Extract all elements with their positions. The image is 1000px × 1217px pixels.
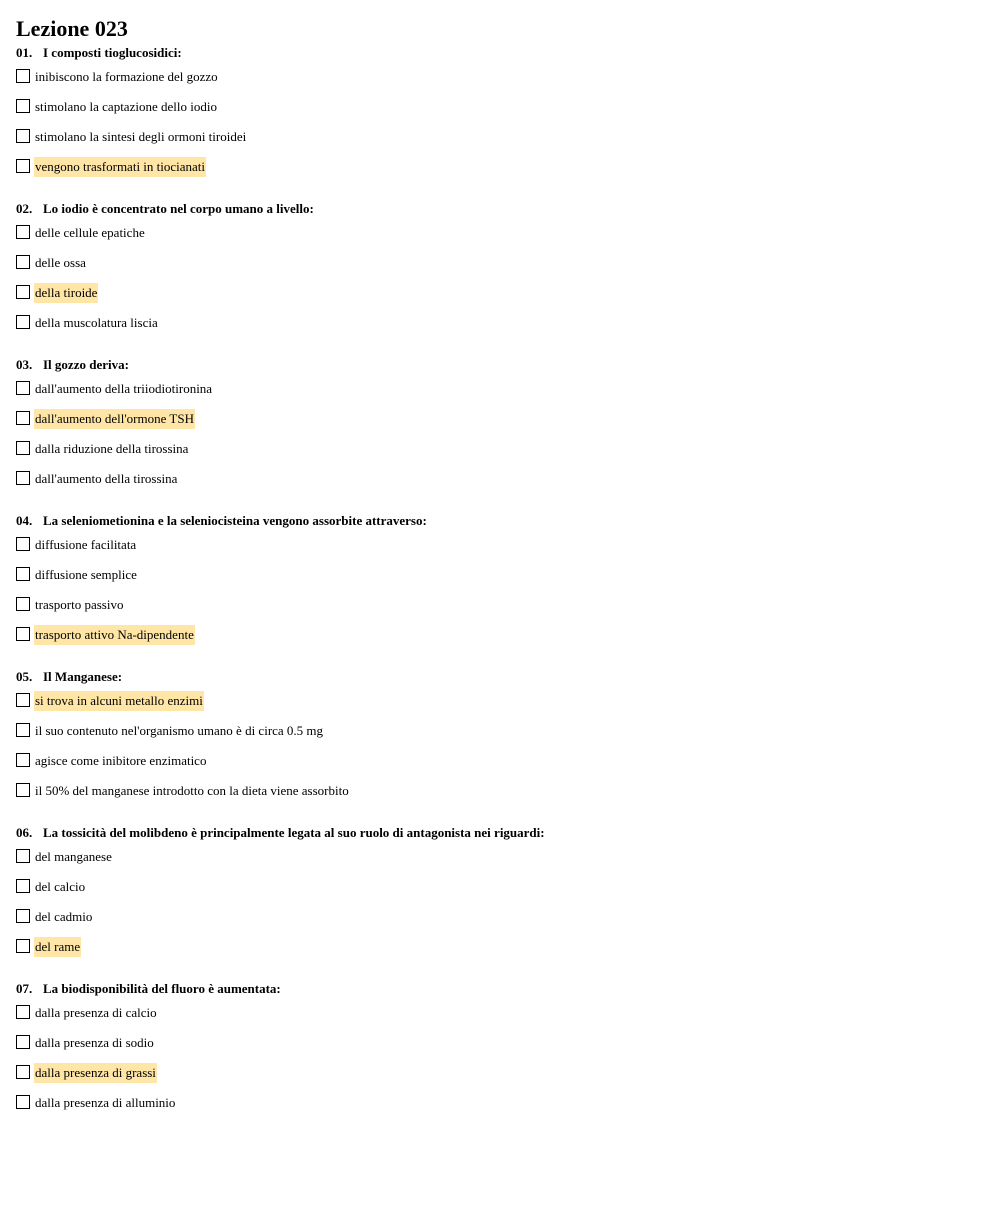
answer-option-text: stimolano la captazione dello iodio	[35, 99, 217, 114]
answer-option	[16, 223, 976, 253]
question-text: Lo iodio è concentrato nel corpo umano a livello:	[43, 201, 314, 216]
question-heading	[16, 669, 976, 685]
answer-checkbox[interactable]	[16, 411, 30, 425]
question-list	[16, 45, 976, 1123]
answer-option	[16, 535, 976, 565]
question-block	[16, 669, 976, 811]
answer-option	[16, 379, 976, 409]
answer-option-text: della tiroide	[34, 283, 98, 303]
answer-option-highlighted	[16, 283, 976, 313]
answer-option-text: delle cellule epatiche	[35, 225, 145, 240]
question-number: 04.	[16, 513, 33, 528]
answer-option	[16, 595, 976, 625]
page-title: Lezione 023	[16, 16, 128, 41]
question-text: Il Manganese:	[43, 669, 123, 684]
question-text: Il gozzo deriva:	[43, 357, 129, 372]
answer-option-highlighted	[16, 409, 976, 439]
answer-checkbox[interactable]	[16, 159, 30, 173]
answer-checkbox[interactable]	[16, 69, 30, 83]
answer-checkbox[interactable]	[16, 849, 30, 863]
answer-checkbox[interactable]	[16, 129, 30, 143]
answer-checkbox[interactable]	[16, 441, 30, 455]
answer-checkbox[interactable]	[16, 597, 30, 611]
answer-option-text: dalla riduzione della tirossina	[35, 441, 189, 456]
answer-option	[16, 1003, 976, 1033]
answer-option-text: dalla presenza di sodio	[35, 1035, 154, 1050]
answer-checkbox[interactable]	[16, 567, 30, 581]
answer-checkbox[interactable]	[16, 879, 30, 893]
question-text: I composti tioglucosidici:	[43, 45, 182, 60]
answer-checkbox[interactable]	[16, 627, 30, 641]
answer-option-text: vengono trasformati in tiocianati	[34, 157, 206, 177]
answer-option-text: dalla presenza di calcio	[35, 1005, 157, 1020]
answer-option	[16, 313, 976, 343]
question-number: 03.	[16, 357, 33, 372]
answer-option	[16, 439, 976, 469]
answer-checkbox[interactable]	[16, 1065, 30, 1079]
answer-option-text: diffusione semplice	[35, 567, 137, 582]
question-heading	[16, 357, 976, 373]
answer-option-text: del calcio	[35, 879, 86, 894]
answer-option-text: del rame	[34, 937, 81, 957]
answer-checkbox[interactable]	[16, 783, 30, 797]
question-number: 06.	[16, 825, 33, 840]
answer-option	[16, 565, 976, 595]
answer-checkbox[interactable]	[16, 693, 30, 707]
answer-option-highlighted	[16, 937, 976, 967]
question-number: 01.	[16, 45, 33, 60]
question-number: 05.	[16, 669, 33, 684]
answer-option-text: inibiscono la formazione del gozzo	[35, 69, 218, 84]
answer-option	[16, 847, 976, 877]
answer-option-text: della muscolatura liscia	[35, 315, 158, 330]
answer-checkbox[interactable]	[16, 285, 30, 299]
answer-option-text: dall'aumento della tirossina	[35, 471, 178, 486]
answer-checkbox[interactable]	[16, 939, 30, 953]
answer-option	[16, 781, 976, 811]
answer-checkbox[interactable]	[16, 255, 30, 269]
answer-checkbox[interactable]	[16, 723, 30, 737]
answer-option-text: trasporto attivo Na-dipendente	[34, 625, 195, 645]
question-text: La seleniometionina e la seleniocisteina vengono assorbite attraverso:	[43, 513, 427, 528]
quiz-page	[16, 14, 976, 1137]
answer-checkbox[interactable]	[16, 909, 30, 923]
question-number: 07.	[16, 981, 33, 996]
answer-option-text: il suo contenuto nel'organismo umano è di circa 0.5 mg	[35, 723, 324, 738]
question-heading	[16, 201, 976, 217]
answer-checkbox[interactable]	[16, 1005, 30, 1019]
answer-checkbox[interactable]	[16, 225, 30, 239]
answer-option	[16, 1033, 976, 1063]
answer-option	[16, 127, 976, 157]
answer-option-text: dalla presenza di grassi	[34, 1063, 157, 1083]
question-block	[16, 825, 976, 967]
answer-option-text: trasporto passivo	[35, 597, 124, 612]
question-number: 02.	[16, 201, 33, 216]
question-block	[16, 201, 976, 343]
answer-checkbox[interactable]	[16, 537, 30, 551]
answer-option-highlighted	[16, 157, 976, 187]
answer-checkbox[interactable]	[16, 471, 30, 485]
answer-checkbox[interactable]	[16, 1035, 30, 1049]
question-heading	[16, 45, 976, 61]
answer-option-highlighted	[16, 625, 976, 655]
answer-option	[16, 469, 976, 499]
answer-checkbox[interactable]	[16, 1095, 30, 1109]
answer-option	[16, 721, 976, 751]
question-block	[16, 513, 976, 655]
answer-option-text: diffusione facilitata	[35, 537, 137, 552]
answer-checkbox[interactable]	[16, 315, 30, 329]
answer-option-text: del cadmio	[35, 909, 93, 924]
answer-option	[16, 751, 976, 781]
answer-option	[16, 907, 976, 937]
answer-checkbox[interactable]	[16, 753, 30, 767]
question-heading	[16, 981, 976, 997]
question-heading	[16, 825, 976, 841]
answer-option-text: dalla presenza di alluminio	[35, 1095, 176, 1110]
answer-option	[16, 67, 976, 97]
answer-option-text: del manganese	[35, 849, 112, 864]
question-text: La tossicità del molibdeno è principalmente legata al suo ruolo di antagonista nei riguardi:	[43, 825, 545, 840]
answer-option-text: il 50% del manganese introdotto con la dieta viene assorbito	[35, 783, 349, 798]
answer-checkbox[interactable]	[16, 381, 30, 395]
answer-checkbox[interactable]	[16, 99, 30, 113]
question-block	[16, 357, 976, 499]
answer-option-text: agisce come inibitore enzimatico	[35, 753, 207, 768]
question-block	[16, 45, 976, 187]
answer-option	[16, 877, 976, 907]
answer-option-text: dall'aumento della triiodiotironina	[35, 381, 213, 396]
question-text: La biodisponibilità del fluoro è aumentata:	[43, 981, 281, 996]
question-heading	[16, 513, 976, 529]
answer-option-text: si trova in alcuni metallo enzimi	[34, 691, 204, 711]
answer-option	[16, 1093, 976, 1123]
answer-option	[16, 253, 976, 283]
answer-option-highlighted	[16, 1063, 976, 1093]
question-block	[16, 981, 976, 1123]
answer-option-highlighted	[16, 691, 976, 721]
answer-option-text: delle ossa	[35, 255, 86, 270]
answer-option-text: stimolano la sintesi degli ormoni tiroidei	[35, 129, 247, 144]
answer-option	[16, 97, 976, 127]
answer-option-text: dall'aumento dell'ormone TSH	[34, 409, 195, 429]
